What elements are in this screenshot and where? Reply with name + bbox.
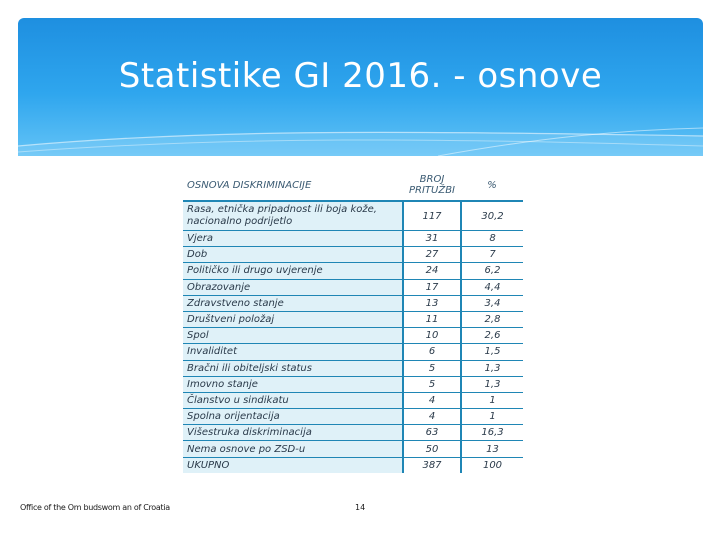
- row-percent: 7: [461, 247, 523, 263]
- row-percent: 1,5: [461, 344, 523, 360]
- row-percent: 13: [461, 441, 523, 457]
- header-count-line1: BROJ: [419, 174, 445, 185]
- row-count: 13: [403, 295, 461, 311]
- row-percent: 4,4: [461, 279, 523, 295]
- row-percent: 100: [461, 457, 523, 473]
- row-count: 50: [403, 441, 461, 457]
- header-count-line2: PRITUŽBI: [408, 185, 455, 196]
- slide-title: Statistike GI 2016. - osnove: [118, 56, 603, 96]
- table-row: [183, 328, 523, 344]
- row-percent: 1,3: [461, 376, 523, 392]
- row-percent: 1: [461, 409, 523, 425]
- row-percent: 30,2: [461, 201, 523, 231]
- title-banner: [18, 18, 703, 156]
- page-number: 14: [355, 503, 366, 512]
- row-count: 31: [403, 231, 461, 247]
- row-basis: Bračni ili obiteljski status: [183, 360, 403, 376]
- row-basis: Zdravstveno stanje: [183, 295, 403, 311]
- row-percent: 1,3: [461, 360, 523, 376]
- row-basis: Spolna orijentacija: [183, 409, 403, 425]
- row-count: 63: [403, 425, 461, 441]
- row-count: 17: [403, 279, 461, 295]
- table-row: [183, 231, 523, 247]
- row-percent: 3,4: [461, 295, 523, 311]
- table-row: [183, 311, 523, 327]
- table-row: [183, 201, 523, 231]
- table-row: [183, 376, 523, 392]
- table-row: [183, 263, 523, 279]
- row-basis: Nema osnove po ZSD-u: [183, 441, 403, 457]
- row-basis: Dob: [183, 247, 403, 263]
- row-basis: Imovno stanje: [183, 376, 403, 392]
- table-row: [183, 425, 523, 441]
- table-row-total: [183, 457, 523, 473]
- row-percent: 1: [461, 392, 523, 408]
- table-row: [183, 247, 523, 263]
- row-percent: 6,2: [461, 263, 523, 279]
- row-count: 117: [403, 201, 461, 231]
- table-row: [183, 295, 523, 311]
- row-count: 11: [403, 311, 461, 327]
- row-basis: Političko ili drugo uvjerenje: [183, 263, 403, 279]
- footer-organization: Office of the Om budswom an of Croatia: [20, 503, 170, 512]
- row-count: 5: [403, 376, 461, 392]
- table-row: [183, 441, 523, 457]
- table-row: [183, 392, 523, 408]
- table-row: [183, 409, 523, 425]
- row-count: 4: [403, 392, 461, 408]
- row-basis: Vjera: [183, 231, 403, 247]
- row-count: 24: [403, 263, 461, 279]
- row-basis: Društveni položaj: [183, 311, 403, 327]
- row-count: 387: [403, 457, 461, 473]
- row-basis: Rasa, etnička pripadnost ili boja kože, nacionalno podrijetlo: [183, 201, 403, 231]
- row-basis: Članstvo u sindikatu: [183, 392, 403, 408]
- row-basis: UKUPNO: [183, 457, 403, 473]
- row-count: 6: [403, 344, 461, 360]
- row-percent: 2,8: [461, 311, 523, 327]
- discrimination-table: [183, 170, 523, 475]
- row-basis: Višestruka diskriminacija: [183, 425, 403, 441]
- table-row: [183, 279, 523, 295]
- table-row: [183, 360, 523, 376]
- row-count: 4: [403, 409, 461, 425]
- row-percent: 2,6: [461, 328, 523, 344]
- table-header-row: [183, 170, 523, 201]
- row-basis: Spol: [183, 328, 403, 344]
- table-row: [183, 344, 523, 360]
- row-basis: Obrazovanje: [183, 279, 403, 295]
- row-percent: 16,3: [461, 425, 523, 441]
- row-basis: Invaliditet: [183, 344, 403, 360]
- row-count: 5: [403, 360, 461, 376]
- row-count: 27: [403, 247, 461, 263]
- row-count: 10: [403, 328, 461, 344]
- header-percent: %: [461, 170, 523, 201]
- header-count: [403, 170, 461, 201]
- header-basis: OSNOVA DISKRIMINACIJE: [183, 170, 403, 201]
- row-percent: 8: [461, 231, 523, 247]
